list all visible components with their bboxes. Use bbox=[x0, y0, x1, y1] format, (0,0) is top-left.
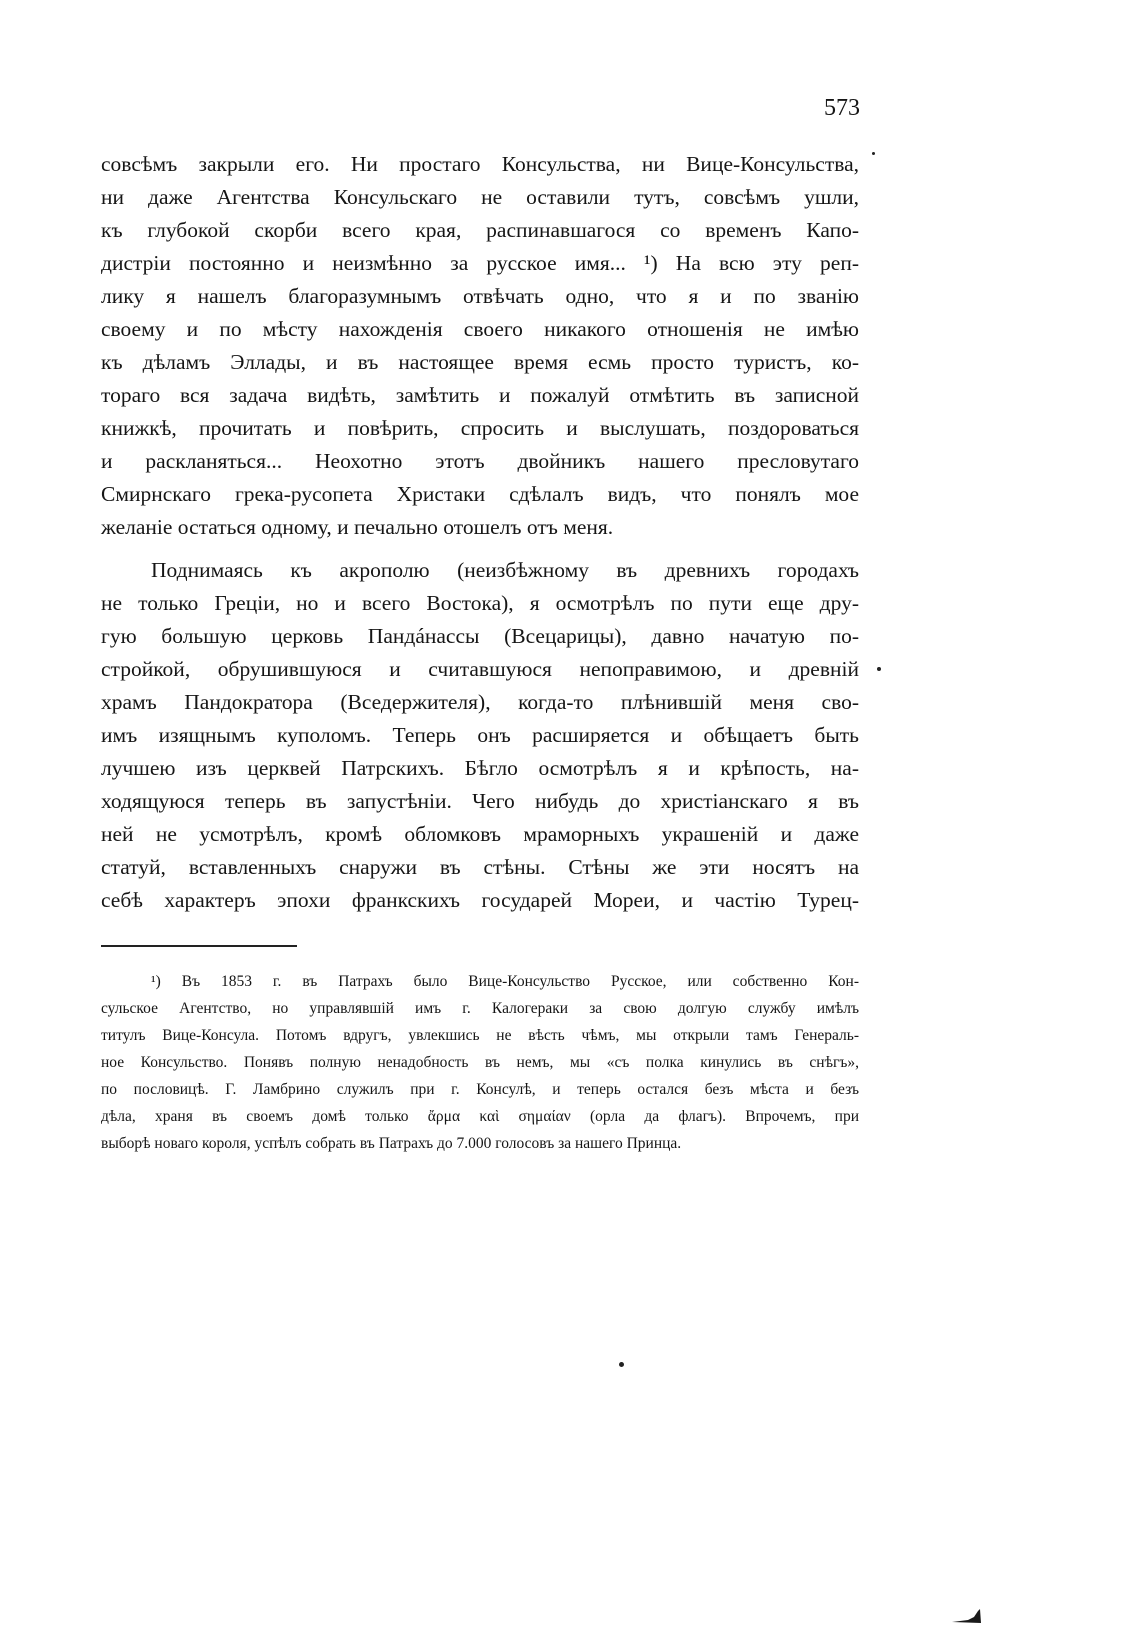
paragraph-1 bbox=[101, 148, 859, 544]
footnote-line: ное Консульство. Понявъ полную ненадобность въ немъ, мы «съ полка кинулись въ снѣгъ», bbox=[101, 1054, 859, 1071]
ink-speck bbox=[619, 1362, 624, 1367]
text-line: ней не усмотрѣлъ, кромѣ обломковъ мраморныхъ украшеній и даже bbox=[101, 822, 859, 846]
text-line: Смирнскаго грека-русопета Христаки сдѣлалъ видъ, что понялъ мое bbox=[101, 482, 859, 506]
footnote-line: сульское Агентство, но управлявшій имъ г. Калогераки за свою долгую службу имѣлъ bbox=[101, 1000, 859, 1017]
footnote-line: ¹) Въ 1853 г. въ Патрахъ было Вице-Консульство Русское, или собственно Кон- bbox=[151, 973, 859, 990]
text-line: своему и по мѣсту нахожденія своего никакого отношенія не имѣю bbox=[101, 317, 859, 341]
text-line: статуй, вставленныхъ снаружи въ стѣны. Стѣны же эти носятъ на bbox=[101, 855, 859, 879]
text-line: стройкой, обрушившуюся и считавшуюся непоправимою, и древній bbox=[101, 657, 859, 681]
text-line: тораго вся задача видѣть, замѣтить и пожалуй отмѣтить въ записной bbox=[101, 383, 859, 407]
text-line: къ дѣламъ Эллады, и въ настоящее время есмь просто туристъ, ко- bbox=[101, 350, 859, 374]
text-line: себѣ характеръ эпохи франкскихъ государей Мореи, и частію Турец- bbox=[101, 888, 859, 912]
text-line: не только Греціи, но и всего Востока), я осмотрѣлъ по пути еще дру- bbox=[101, 591, 859, 615]
text-line: книжкѣ, прочитать и повѣрить, спросить и выслушать, поздороваться bbox=[101, 416, 859, 440]
scan-corner-mark bbox=[952, 1608, 982, 1624]
text-line: совсѣмъ закрыли его. Ни простаго Консульства, ни Вице-Консульства, bbox=[101, 152, 859, 176]
ink-speck bbox=[877, 667, 881, 671]
text-line: храмъ Пандократора (Вседержителя), когда-то плѣнившій меня сво- bbox=[101, 690, 859, 714]
text-line: гую большую церковь Пандáнассы (Всецарицы), давно начатую по- bbox=[101, 624, 859, 648]
text-line: и раскланяться... Неохотно этотъ двойникъ нашего пресловутаго bbox=[101, 449, 859, 473]
page-number: 573 bbox=[824, 95, 860, 121]
footnote-separator bbox=[101, 945, 297, 947]
text-line: имъ изящнымъ куполомъ. Теперь онъ расширяется и обѣщаетъ быть bbox=[101, 723, 859, 747]
text-line: къ глубокой скорби всего края, распинавшагося со временъ Капо- bbox=[101, 218, 859, 242]
footnote-line: по пословицѣ. Г. Ламбрино служилъ при г. Консулѣ, и теперь остался безъ мѣста и безъ bbox=[101, 1081, 859, 1098]
ink-speck bbox=[872, 152, 875, 155]
footnote bbox=[101, 968, 859, 1157]
footnote-line: выборѣ новаго короля, успѣлъ собрать въ Патрахъ до 7.000 голосовъ за нашего Принца. bbox=[101, 1135, 682, 1152]
text-line: Поднимаясь къ акрополю (неизбѣжному въ древнихъ городахъ bbox=[151, 558, 859, 582]
text-line: ходящуюся теперь въ запустѣніи. Чего нибудь до христіанскаго я въ bbox=[101, 789, 859, 813]
footnote-line: дѣла, храня въ своемъ домѣ только ἄρμα καὶ σημαίαν (орла да флагъ). Впрочемъ, при bbox=[101, 1108, 859, 1125]
text-line: желаніе остаться одному, и печально отошелъ отъ меня. bbox=[101, 515, 614, 539]
text-line: лику я нашелъ благоразумнымъ отвѣчать одно, что я и по званію bbox=[101, 284, 859, 308]
footnote-line: титулъ Вице-Консула. Потомъ вдругъ, увлекшись не вѣсть чѣмъ, мы открыли тамъ Генераль- bbox=[101, 1027, 859, 1044]
paragraph-2 bbox=[101, 554, 859, 917]
text-line: ни даже Агентства Консульскаго не оставили тутъ, совсѣмъ ушли, bbox=[101, 185, 859, 209]
text-line: дистріи постоянно и неизмѣнно за русское имя... ¹) На всю эту реп- bbox=[101, 251, 859, 275]
text-line: лучшею изъ церквей Патрскихъ. Бѣгло осмотрѣлъ я и крѣпость, на- bbox=[101, 756, 859, 780]
